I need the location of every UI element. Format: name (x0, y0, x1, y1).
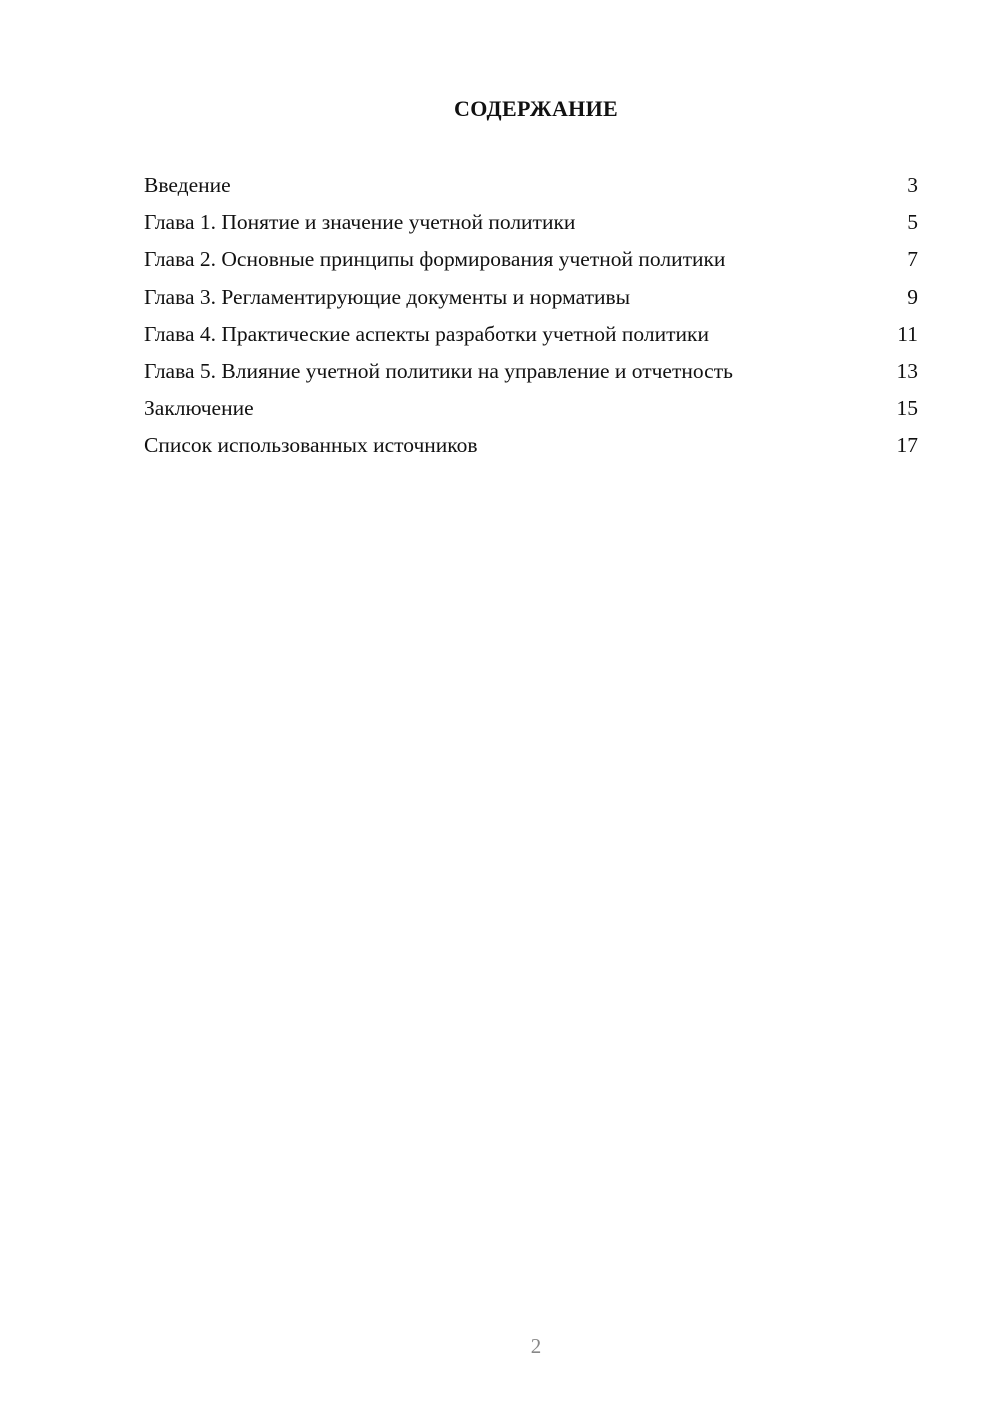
toc-entry-page: 3 (907, 173, 918, 197)
toc-entry-references[interactable] (144, 430, 918, 467)
toc-entry-label: Глава 3. Регламентирующие документы и нормативы (144, 284, 631, 309)
table-of-contents (144, 170, 918, 468)
toc-entry-label: Глава 2. Основные принципы формирования учетной политики (144, 247, 726, 272)
toc-entry-chapter-5[interactable] (144, 356, 918, 393)
toc-entry-page: 7 (907, 247, 918, 272)
toc-entry-conclusion[interactable] (144, 393, 918, 430)
toc-entry-page: 9 (907, 284, 918, 309)
page-title: СОДЕРЖАНИЕ (454, 96, 618, 121)
toc-entry-chapter-3[interactable] (144, 282, 918, 319)
toc-entry-chapter-2[interactable] (144, 244, 918, 281)
toc-entry-label: Глава 4. Практические аспекты разработки учетной политики (144, 321, 709, 346)
page-number: 2 (530, 1334, 542, 1358)
toc-entry-page: 13 (896, 358, 918, 383)
toc-entry-introduction[interactable] (144, 170, 918, 207)
toc-entry-label: Глава 5. Влияние учетной политики на управление и отчетность (144, 358, 733, 383)
toc-entry-page: 5 (907, 210, 918, 235)
toc-entry-page: 11 (897, 321, 918, 346)
toc-entry-label: Список использованных источников (144, 433, 478, 458)
toc-entry-page: 17 (896, 433, 918, 458)
toc-entry-label: Глава 1. Понятие и значение учетной политики (144, 210, 576, 235)
toc-entry-page: 15 (896, 396, 918, 421)
toc-entry-chapter-4[interactable] (144, 319, 918, 356)
toc-entry-label: Введение (144, 173, 231, 197)
toc-entry-chapter-1[interactable] (144, 207, 918, 244)
toc-entry-label: Заключение (144, 396, 254, 421)
